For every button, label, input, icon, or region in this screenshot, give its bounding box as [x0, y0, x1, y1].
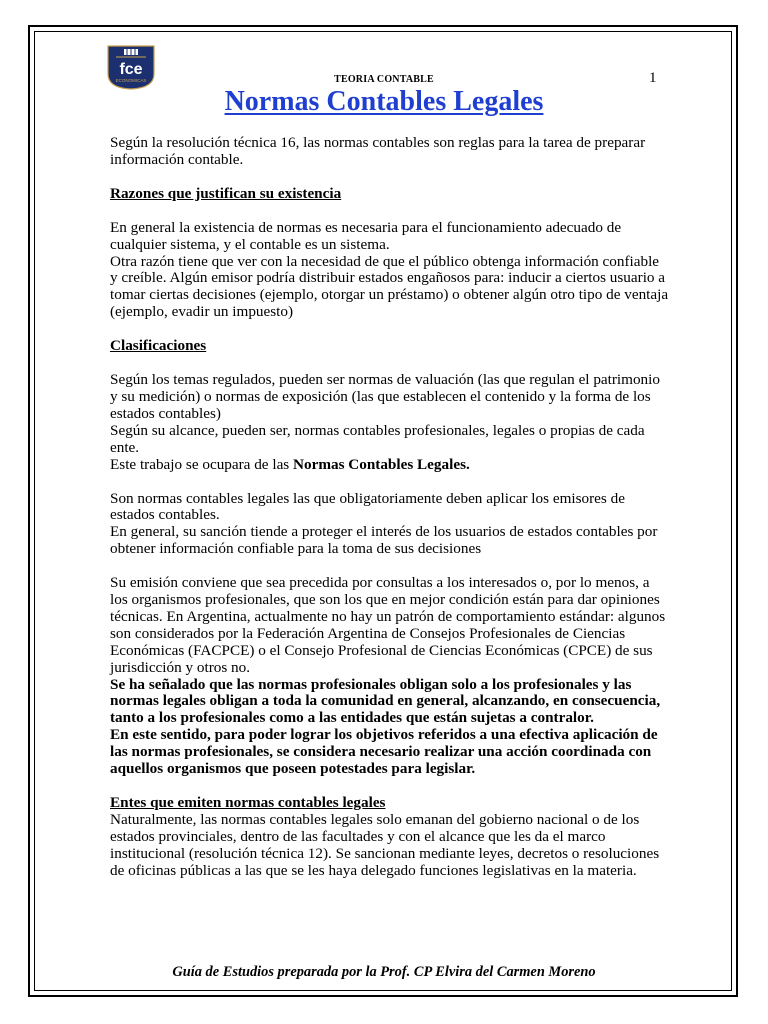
logo-text: fce [119, 61, 143, 78]
paragraph [110, 457, 670, 474]
header-course-label: TEORIA CONTABLE [334, 74, 434, 85]
paragraph: Son normas contables legales las que obligatoriamente deben aplicar los emisores de estados contables. [110, 489, 625, 524]
document-title: Normas Contables Legales [224, 86, 544, 117]
emphasis-text: Normas Contables Legales. [293, 455, 470, 473]
paragraph: Naturalmente, las normas contables legales solo emanan del gobierno nacional o de los estados provinciales, dentro de las facultades y con el alcance que les da el marco institucional (resolución técnica 12). Se sancionan mediante leyes, decretos o resoluciones de oficinas públicas a las que se les haya delegado funciones legislativas en la materia. [110, 810, 660, 879]
bold-paragraph: En este sentido, para poder lograr los objetivos referidos a una efectiva aplicación de las normas profesionales, se considera necesario realizar una acción coordinada con aquellos organismos que poseen potestades para legislar. [110, 726, 658, 778]
footer-credit: Guía de Estudios preparada por la Prof. CP Elvira del Carmen Moreno [172, 964, 596, 980]
paragraph: Según su alcance, pueden ser, normas contables profesionales, legales o propias de cada ente. [110, 421, 645, 456]
paragraph: Otra razón tiene que ver con la necesidad de que el público obtenga información confiable y creíble. Algún emisor podría distribuir estados engañosos para: inducir a ciertos usuario a tomar ciertas decisiones (ejemplo, otorgar un préstamo) o obtener algún otro tipo de ventaja (ejemplo, evadir un impuesto) [110, 252, 669, 321]
paragraph: Según los temas regulados, pueden ser normas de valuación (las que regulan el patrimonio y su medición) o normas de exposición (las que establecen el contenido y la forma de los estados contables) [110, 371, 660, 422]
document-body [110, 135, 670, 880]
paragraph: En general, su sanción tiende a proteger el interés de los usuarios de estados contables por obtener información confiable para la toma de sus decisiones [110, 523, 658, 558]
paragraph-text: Este trabajo se ocupara de las [110, 455, 294, 473]
section-heading-clasificaciones: Clasificaciones [110, 337, 207, 355]
paragraph: Su emisión conviene que sea precedida por consultas a los interesados o, por lo menos, a los organismos profesionales, que son los que en mejor condición están para dar opiniones técnicas. En Argentina, actualmente no hay un patrón de comportamiento estándar: algunos son considerados por la Federación Argentina de Consejos Profesionales de Ciencias Económicas (FACPCE) o el Consejo Profesional de Ciencias Económicas (CPCE) de sus jurisdicción y otros no. [110, 574, 666, 676]
section-heading-entes: Entes que emiten normas contables legales [110, 794, 386, 811]
section-heading-razones: Razones que justifican su existencia [110, 184, 342, 202]
paragraph: En general la existencia de normas es necesaria para el funcionamiento adecuado de cualquier sistema, y el contable es un sistema. [110, 218, 622, 253]
page-number: 1 [649, 70, 657, 86]
logo-subtext: ECONOMICAS [115, 78, 147, 83]
bold-paragraph: Se ha señalado que las normas profesionales obligan solo a los profesionales y las normas legales obligan a toda la comunidad en general, alcanzando, en consecuencia, tanto a los profesionales como a las entidades que están sujetas a contralor. [110, 675, 661, 727]
intro-paragraph: Según la resolución técnica 16, las normas contables son reglas para la tarea de preparar información contable. [110, 134, 646, 168]
